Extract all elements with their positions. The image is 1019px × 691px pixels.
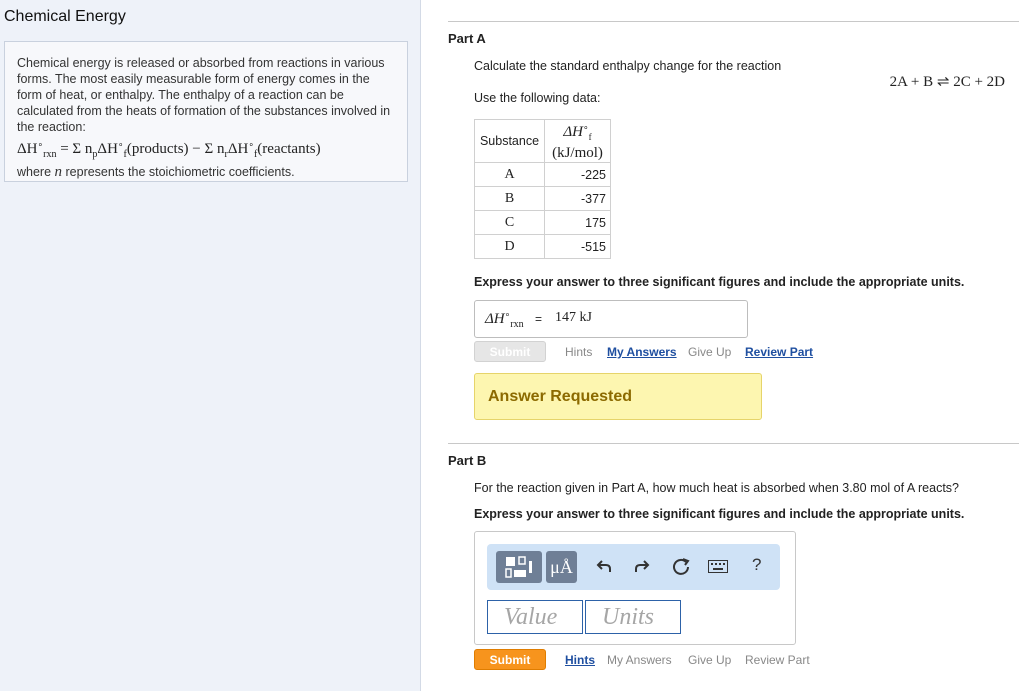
intro-text: Chemical energy is released or absorbed from reactions in various forms. The most easily measurable form of energy comes in the form of heat, or enthalpy. The enthalpy of a reaction can be calculated from the heats of formation of the substances involved in the reaction: [17, 56, 391, 134]
answer-label [485, 309, 524, 330]
cell-value: -377 [545, 187, 611, 211]
formula-rxn-subscript: rxn [43, 149, 57, 160]
answer-label-symbol: ΔH [485, 311, 505, 327]
part-b-submit-button[interactable]: Submit [474, 649, 546, 670]
col-substance: Substance [475, 120, 545, 163]
formula-f-subscript-2: f [253, 149, 258, 160]
where-text [17, 164, 395, 180]
keyboard-icon[interactable] [708, 560, 728, 573]
part-b-my-answers-link[interactable]: My Answers [607, 653, 672, 667]
table-row [475, 211, 611, 235]
part-b-review-part-link[interactable]: Review Part [745, 653, 810, 667]
part-b-title: Part B [448, 453, 487, 468]
part-b-give-up-link[interactable]: Give Up [688, 653, 732, 667]
formula-products: (products) − Σ n [126, 141, 225, 157]
formation-data-table [474, 119, 611, 259]
formula-delta-h-f-2: ΔH [227, 141, 249, 157]
formula-degree: ∘ [37, 139, 44, 149]
answer-value: 147 kJ [555, 310, 592, 325]
use-data-text: Use the following data: [474, 91, 601, 105]
enthalpy-formula [17, 135, 395, 164]
formula-degree-2: ∘ [117, 139, 124, 149]
formula-delta-h: ΔH [17, 141, 38, 157]
answer-requested-banner [474, 373, 762, 420]
table-row [475, 187, 611, 211]
cell-substance: B [475, 187, 545, 211]
formula-reactants: (reactants) [257, 141, 321, 157]
part-b-prompt: For the reaction given in Part A, how much heat is absorbed when 3.80 mol of A reacts? [474, 481, 959, 495]
reaction-equation: 2A + B ⇌ 2C + 2D [889, 74, 1005, 90]
col-dh-degree: ∘ [583, 122, 589, 132]
answer-label-degree: ∘ [504, 309, 511, 319]
cell-value: -515 [545, 235, 611, 259]
part-a-divider [448, 21, 1019, 22]
part-a-hints-link[interactable]: Hints [565, 345, 593, 359]
reset-icon[interactable] [672, 557, 690, 575]
table-row [475, 163, 611, 187]
formula-r-subscript: r [224, 149, 228, 160]
page-title: Chemical Energy [4, 8, 126, 25]
undo-icon[interactable] [596, 558, 612, 574]
units-input[interactable]: Units [585, 600, 681, 634]
part-a-instruction: Express your answer to three significant figures and include the appropriate units. [474, 275, 965, 289]
units-button[interactable]: μÅ [546, 551, 577, 583]
cell-value: -225 [545, 163, 611, 187]
intro-panel [0, 0, 421, 691]
formula-sum-np: = Σ n [56, 141, 93, 157]
value-input[interactable]: Value [487, 600, 583, 634]
cell-value: 175 [545, 211, 611, 235]
cell-substance: D [475, 235, 545, 259]
formula-f-subscript: f [123, 149, 127, 160]
answer-equals: = [535, 312, 543, 326]
equation-toolbar [487, 544, 780, 590]
answer-requested-text: Answer Requested [488, 388, 633, 405]
part-a-give-up-link[interactable]: Give Up [688, 345, 732, 359]
table-row [475, 235, 611, 259]
formula-p-subscript: p [92, 149, 98, 160]
answer-label-subscript: rxn [510, 319, 524, 330]
intro-box [4, 41, 408, 182]
col-dh-symbol: ΔH [563, 124, 583, 140]
part-a-prompt: Calculate the standard enthalpy change for the reaction [474, 59, 782, 73]
part-b-hints-link[interactable]: Hints [565, 653, 595, 667]
part-b-instruction: Express your answer to three significant figures and include the appropriate units. [474, 507, 965, 521]
redo-icon[interactable] [634, 558, 650, 574]
part-a-answer-field[interactable] [474, 300, 748, 338]
formula-delta-h-f: ΔH [97, 141, 118, 157]
templates-button[interactable] [496, 551, 542, 583]
where-n: n [54, 164, 63, 180]
col-dh-subscript: f [588, 132, 592, 142]
help-icon[interactable]: ? [752, 555, 762, 574]
where-after: represents the stoichiometric coefficients. [62, 165, 295, 179]
col-delta-hf [545, 120, 611, 163]
formula-degree-3: ∘ [248, 139, 254, 149]
part-a-submit-button[interactable]: Submit [474, 341, 546, 362]
where-before: where [17, 165, 55, 179]
templates-icon [496, 551, 542, 583]
cell-substance: A [475, 163, 545, 187]
col-units: (kJ/mol) [552, 145, 603, 161]
part-b-divider [448, 443, 1019, 444]
part-a-my-answers-link[interactable]: My Answers [607, 345, 677, 359]
part-a-title: Part A [448, 31, 486, 46]
part-a-review-part-link[interactable]: Review Part [745, 345, 814, 359]
cell-substance: C [475, 211, 545, 235]
